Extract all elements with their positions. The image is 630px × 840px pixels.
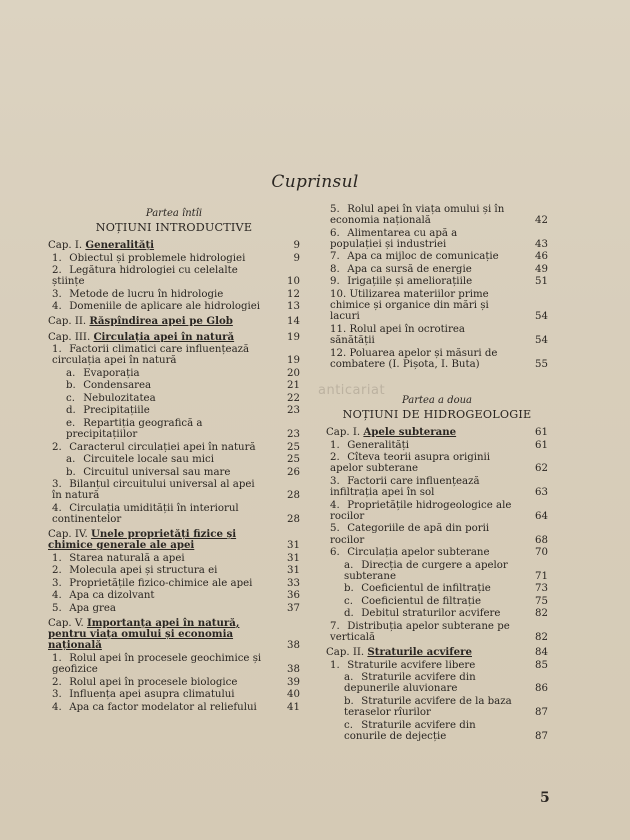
toc-entry-title: Utilizarea materiilor prime chimice și organice din mări și lacuri <box>330 288 489 323</box>
toc-entry <box>48 393 300 404</box>
toc-entry-number: 2. <box>52 441 62 453</box>
toc-page-number: 85 <box>535 659 548 671</box>
toc-page-number: 39 <box>287 676 300 688</box>
toc-entry <box>326 660 548 671</box>
toc-entry-title: Rolul apei în ocrotirea sănătății <box>330 323 465 347</box>
toc-entry <box>48 253 300 264</box>
toc-page-number: 31 <box>287 540 300 552</box>
toc-entry-number: 4. <box>330 499 340 511</box>
toc-entry-number: 3. <box>52 288 62 300</box>
toc-entry-number: Cap. III. <box>48 331 91 343</box>
toc-page-number: 71 <box>535 570 548 582</box>
toc-entry-title: Metode de lucru în hidrologie <box>69 288 224 300</box>
toc-entry-number: Cap. II. <box>326 647 365 659</box>
part1-label: Partea întîi <box>145 208 203 219</box>
toc-entry-title: Nebulozitatea <box>83 392 156 404</box>
toc-page-number: 51 <box>535 276 548 288</box>
toc-entry-title: Precipitațiile <box>83 405 150 417</box>
toc-page-number: 68 <box>535 534 548 546</box>
toc-page-number: 36 <box>287 590 300 602</box>
toc-entry <box>48 689 300 700</box>
toc-page-number: 38 <box>287 640 300 652</box>
toc-page-number: 41 <box>287 701 300 713</box>
toc-entry-title: Poluarea apelor și măsuri de combatere (I. Pișota, I. Buta) <box>330 347 498 370</box>
toc-entry-title: Influența apei asupra climatului <box>69 689 235 701</box>
toc-entry <box>326 583 548 594</box>
toc-entry-number: 4. <box>52 701 62 713</box>
toc-entry-number: 4. <box>52 590 62 602</box>
part1-continued-entries <box>326 204 548 370</box>
toc-entry <box>326 476 548 498</box>
toc-entry-number: d. <box>66 405 76 417</box>
toc-entry <box>48 454 300 465</box>
toc-page-number: 37 <box>287 602 300 614</box>
part2-title: NOȚIUNI DE HIDROGEOLOGIE <box>342 408 532 422</box>
toc-entry-title: Răspîndirea apei pe Glob <box>89 315 233 328</box>
toc-page-number: 46 <box>535 251 548 263</box>
toc-page-number: 31 <box>287 565 300 577</box>
toc-entry <box>48 503 300 525</box>
toc-entry-title: Coeficientul de filtrație <box>361 595 481 607</box>
toc-entry <box>48 702 300 713</box>
toc-entry-number: 6. <box>330 227 340 239</box>
toc-entry-title: Molecula apei și structura ei <box>69 565 218 577</box>
toc-page-number: 22 <box>287 392 300 404</box>
toc-entry <box>48 265 300 287</box>
toc-page-number: 14 <box>287 316 300 328</box>
toc-entry-number: 1. <box>52 652 62 664</box>
toc-entry-number: 3. <box>52 479 62 491</box>
toc-entry-title: Circulația apei în natură <box>93 330 235 343</box>
toc-entry <box>48 590 300 601</box>
part2-entries <box>326 427 548 742</box>
toc-entry-title: Importanța apei în natură, pentru viața omului și economia națională <box>48 617 240 652</box>
toc-chapter <box>48 332 300 343</box>
toc-entry-title: Condensarea <box>83 380 152 392</box>
toc-entry <box>48 553 300 564</box>
toc-entry-title: Distribuția apelor subterane pe verticală <box>330 620 510 643</box>
toc-entry-title: Straturile acvifere libere <box>347 659 476 671</box>
toc-entry-number: 9. <box>330 276 340 288</box>
toc-entry <box>326 500 548 522</box>
toc-entry-title: Proprietățile hidrogeologice ale rocilor <box>330 499 512 522</box>
toc-page-number: 49 <box>535 263 548 275</box>
toc-page-number: 9 <box>293 240 300 251</box>
toc-entry-number: d. <box>344 608 354 620</box>
toc-entry-title: Apa ca factor modelator al reliefului <box>69 701 257 713</box>
toc-entry <box>48 418 300 440</box>
toc-entry <box>326 228 548 250</box>
toc-entry <box>48 405 300 416</box>
toc-entry <box>326 276 548 287</box>
toc-page-number: 13 <box>287 301 300 313</box>
toc-chapter <box>326 427 548 438</box>
part2-label: Partea a doua <box>401 395 473 407</box>
watermark: anticariat <box>318 383 386 398</box>
toc-page-number: 61 <box>535 439 548 451</box>
toc-entry-number: 3. <box>330 475 340 487</box>
toc-entry-title: Legătura hidrologiei cu celelalte științe <box>52 265 238 288</box>
toc-page-number: 73 <box>535 583 548 595</box>
toc-page-number: 31 <box>287 552 300 564</box>
toc-entry-title: Apa grea <box>69 602 116 614</box>
toc-entry-number: 5. <box>52 602 62 614</box>
toc-page-number: 54 <box>535 311 548 323</box>
toc-entry <box>326 621 548 643</box>
toc-entry-title: Factorii climatici care influențează circulația apei în natură <box>52 344 250 367</box>
toc-page-number: 23 <box>287 429 300 441</box>
part1-title: NOȚIUNI INTRODUCTIVE <box>95 221 253 234</box>
part1-entries <box>48 240 300 713</box>
toc-entry-title: Circuitul universal sau mare <box>83 466 231 478</box>
toc-entry-title: Domeniile de aplicare ale hidrologiei <box>69 301 261 313</box>
toc-entry-title: Rolul apei în procesele biologice <box>69 676 238 688</box>
toc-chapter <box>48 240 300 251</box>
toc-entry-number: Cap. IV. <box>48 529 88 541</box>
toc-entry-number: c. <box>66 392 75 404</box>
toc-page-number: 33 <box>287 577 300 589</box>
toc-chapter <box>48 529 300 551</box>
toc-entry <box>326 560 548 582</box>
toc-entry-title: Straturile acvifere din conurile de dejecție <box>344 719 476 742</box>
toc-entry-number: b. <box>66 380 76 392</box>
toc-chapter <box>326 647 548 658</box>
toc-entry-title: Starea naturală a apei <box>69 552 185 564</box>
toc-page-number: 82 <box>535 631 548 643</box>
toc-page-number: 21 <box>287 380 300 392</box>
toc-page-number: 82 <box>535 608 548 620</box>
toc-page-number: 25 <box>287 454 300 466</box>
toc-entry-number: a. <box>344 672 354 684</box>
toc-entry <box>326 547 548 558</box>
toc-entry-title: Generalități <box>347 439 409 451</box>
toc-page-number: 12 <box>287 288 300 300</box>
toc-entry-number: Cap. I. <box>326 427 361 439</box>
toc-page-number: 62 <box>535 463 548 475</box>
toc-entry <box>326 289 548 323</box>
toc-entry-title: Bilanțul circuitului universal al apei în natură <box>52 479 255 502</box>
toc-entry-title: Coeficientul de infiltrație <box>361 583 491 595</box>
toc-entry-number: c. <box>344 595 353 607</box>
toc-entry-number: Cap. II. <box>48 316 87 328</box>
toc-entry-title: Debitul straturilor acvifere <box>361 608 501 620</box>
toc-entry <box>326 523 548 545</box>
toc-entry-title: Circulația umidității în interiorul continentelor <box>52 502 239 525</box>
toc-chapter <box>48 316 300 327</box>
toc-entry-number: b. <box>66 466 76 478</box>
toc-entry-number: 11. <box>330 323 347 335</box>
toc-entry-number: 6. <box>330 547 340 559</box>
toc-page-number: 25 <box>287 441 300 453</box>
toc-entry <box>326 452 548 474</box>
toc-entry-title: Rolul apei în procesele geochimice și geofizice <box>52 652 262 676</box>
toc-entry-title: Alimentarea cu apă a populației și industriei <box>330 227 458 250</box>
toc-page-number: 10 <box>287 276 300 288</box>
toc-column-left <box>48 204 300 714</box>
toc-entry-title: Evaporația <box>83 367 140 379</box>
toc-entry-number: 1. <box>330 659 340 671</box>
toc-page-number: 38 <box>287 664 300 676</box>
toc-entry-number: 2. <box>52 676 62 688</box>
toc-entry-number: 10. <box>330 288 347 300</box>
toc-entry-title: Straturile acvifere din depunerile aluvionare <box>344 672 476 695</box>
toc-entry-number: Cap. V. <box>48 618 84 630</box>
toc-entry <box>48 442 300 453</box>
toc-page-number: 28 <box>287 513 300 525</box>
toc-entry-title: Factorii care influențează infiltrația apei în sol <box>330 475 480 499</box>
toc-entry-title: Circulația apelor subterane <box>347 547 490 559</box>
toc-page-number: 19 <box>287 355 300 367</box>
toc-entry-number: 5. <box>330 204 340 215</box>
toc-entry-title: Apa ca dizolvant <box>69 590 155 602</box>
toc-entry-number: 1. <box>52 252 62 264</box>
toc-entry-number: 3. <box>52 577 62 589</box>
toc-entry-title: Cîteva teorii asupra originii apelor subterane <box>330 452 491 475</box>
toc-entry-number: 4. <box>52 502 62 514</box>
toc-entry <box>326 204 548 226</box>
toc-entry-number: 1. <box>52 344 62 356</box>
toc-page-number: 75 <box>535 595 548 607</box>
toc-entry-title: Generalități <box>85 239 155 251</box>
toc-entry <box>326 324 548 346</box>
toc-entry <box>326 348 548 370</box>
toc-page-number: 70 <box>535 547 548 559</box>
toc-entry <box>48 289 300 300</box>
toc-entry-number: 2. <box>52 265 62 276</box>
toc-entry-number: 4. <box>52 301 62 313</box>
toc-page-number: 9 <box>293 252 300 264</box>
toc-entry <box>48 603 300 614</box>
toc-entry <box>326 596 548 607</box>
toc-entry <box>48 301 300 312</box>
toc-page-number: 26 <box>287 466 300 478</box>
toc-page-number: 20 <box>287 367 300 379</box>
toc-entry-title: Categoriile de apă din porii rocilor <box>330 523 490 546</box>
toc-page-number: 28 <box>287 490 300 502</box>
toc-entry <box>48 677 300 688</box>
toc-entry <box>48 380 300 391</box>
toc-entry-number: 2. <box>52 565 62 577</box>
toc-entry <box>326 264 548 275</box>
toc-entry-title: Apa ca mijloc de comunicație <box>347 251 499 263</box>
toc-page-number: 86 <box>535 683 548 695</box>
toc-page-number: 87 <box>535 730 548 742</box>
toc-entry-title: Apa ca sursă de energie <box>347 263 472 275</box>
toc-entry <box>326 720 548 742</box>
toc-entry <box>326 696 548 718</box>
toc-page-number: 64 <box>535 510 548 522</box>
toc-page-number: 19 <box>287 331 300 343</box>
toc-entry-title: Irigațiile și ameliorațiile <box>347 276 473 288</box>
toc-entry <box>326 440 548 451</box>
toc-entry-title: Apele subterane <box>363 426 457 439</box>
toc-entry-number: 7. <box>330 620 340 632</box>
toc-entry-title: Direcția de curgere a apelor subterane <box>344 559 508 582</box>
toc-page-number: 23 <box>287 405 300 417</box>
toc-entry-number: 1. <box>330 439 340 451</box>
toc-page-number: 42 <box>535 215 548 227</box>
toc-entry-title: Straturile acvifere <box>367 646 472 659</box>
toc-entry-number: 1. <box>52 552 62 564</box>
toc-entry-number: b. <box>344 583 354 595</box>
toc-page-number: 43 <box>535 238 548 250</box>
toc-entry-number: c. <box>344 719 353 731</box>
toc-entry-number: a. <box>66 367 76 379</box>
toc-page-number: 54 <box>535 335 548 347</box>
toc-entry-number: 3. <box>52 689 62 701</box>
toc-entry-title: Straturile acvifere de la baza teraselor rîurilor <box>344 695 512 719</box>
toc-entry-title: Unele proprietăți fizice și chimice generale ale apei <box>48 528 237 552</box>
toc-entry <box>48 653 300 675</box>
toc-entry <box>326 672 548 694</box>
toc-chapter <box>48 618 300 652</box>
toc-entry-title: Obiectul și problemele hidrologiei <box>69 252 246 264</box>
toc-entry-number: 12. <box>330 347 347 359</box>
toc-entry-number: a. <box>66 454 76 466</box>
toc-entry-title: Proprietățile fizico-chimice ale apei <box>69 577 253 589</box>
toc-entry-number: Cap. I. <box>48 240 83 251</box>
toc-entry <box>326 608 548 619</box>
toc-page-number: 63 <box>535 487 548 499</box>
toc-entry-title: Caracterul circulației apei în natură <box>69 441 256 453</box>
toc-page-number: 55 <box>535 358 548 370</box>
toc-entry-title: Rolul apei în viața omului și în economia națională <box>330 204 505 227</box>
toc-entry-title: Repartiția geografică a precipitațiilor <box>66 417 203 441</box>
toc-entry-number: b. <box>344 695 354 707</box>
toc-entry-number: 8. <box>330 263 340 275</box>
toc-entry <box>48 368 300 379</box>
toc-entry-number: 5. <box>330 523 340 535</box>
toc-entry <box>48 578 300 589</box>
toc-entry <box>48 479 300 501</box>
page-title: Cuprinsul <box>271 172 359 192</box>
toc-page-number: 40 <box>287 689 300 701</box>
toc-entry-number: a. <box>344 559 354 571</box>
toc-entry <box>48 467 300 478</box>
toc-entry <box>326 251 548 262</box>
toc-entry-number: 7. <box>330 251 340 263</box>
page-number: 5 <box>540 790 550 806</box>
toc-entry-title: Circuitele locale sau mici <box>83 454 215 466</box>
toc-entry-number: e. <box>66 417 76 429</box>
toc-page-number: 87 <box>535 707 548 719</box>
toc-page-number: 61 <box>535 427 548 439</box>
toc-entry-number: 2. <box>330 452 340 464</box>
toc-column-right <box>326 204 548 743</box>
toc-entry <box>48 344 300 366</box>
toc-entry <box>48 565 300 576</box>
toc-page-number: 84 <box>535 647 548 659</box>
